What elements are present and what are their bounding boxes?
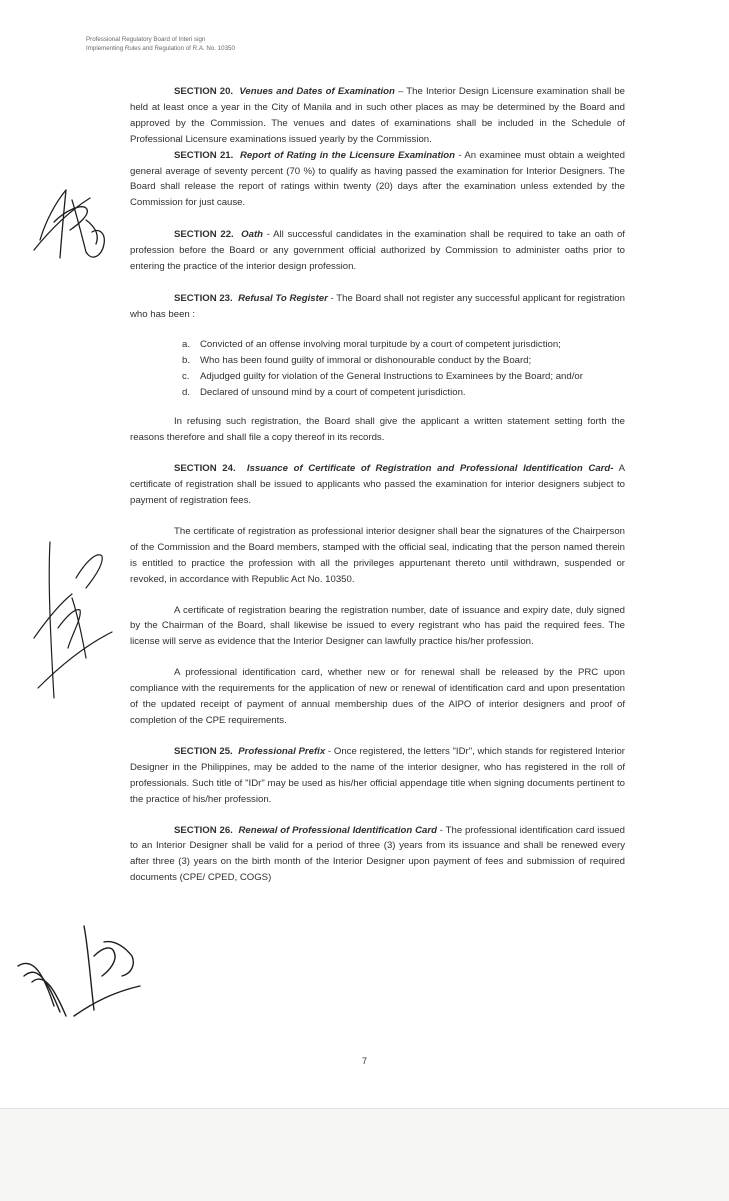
signature-initials-3	[14, 916, 144, 1026]
section-21-body: - An examinee must obtain a weighted general average of seventy percent (70 %) to qualify as having passed the examination for Interior Designers. The Board shall release the report of ratings within twenty (20) days after the examination unless extended by the Commission for just cause.	[130, 149, 625, 209]
section-26-heading: SECTION 26.	[174, 824, 233, 836]
section-21-heading: SECTION 21.	[174, 149, 234, 161]
section-24	[130, 461, 625, 509]
section-25-body: - Once registered, the letters "IDr", which stands for registered Interior Designer in the Philippines, may be added to the name of the interior designer, who has registered in the roll of professionals. Such title of "IDr" may be used as his/her official appendage title when signing documents pertinent to the practice of his/her profession.	[130, 745, 625, 805]
list-item-label: b.	[182, 354, 191, 366]
header-line-1: Professional Regulatory Board of Interi sign	[86, 36, 206, 43]
signature-initials-2	[28, 538, 118, 708]
section-26-title: Renewal of Professional Identification Card	[238, 824, 437, 836]
signature-initials-1	[26, 180, 116, 270]
section-20	[130, 84, 625, 148]
header-line-2: Implementing Rules and Regulation of R.A. No. 10350	[86, 44, 235, 52]
section-25-title: Professional Prefix	[238, 745, 326, 757]
section-24-paragraph-3: A certificate of registration bearing the registration number, date of issuance and expiry date, duly signed by the Chairman of the Board, shall likewise be issued to every registrant who has paid the required fees. The license will serve as evidence that the Interior Designer can lawfully practice his/her profession.	[130, 604, 625, 648]
section-23-title: Refusal To Register	[238, 292, 328, 304]
section-25	[130, 744, 625, 808]
running-header	[86, 36, 235, 53]
list-item-text: Who has been found guilty of immoral or dishonourable conduct by the Board;	[200, 354, 532, 366]
section-26-body: - The professional identification card issued to an Interior Designer shall be valid for a period of three (3) years from its issuance and shall be renewed every after three (3) years on the birth month of the Interior Designer upon payment of fees and submission of required documents (CPE/ CPED, COGS)	[130, 824, 625, 884]
list-item-label: a.	[182, 338, 191, 350]
section-22	[130, 227, 625, 275]
section-24-body: A certificate of registration shall be issued to applicants who passed the examination for interior designers subject to payment of registration fees.	[130, 463, 625, 507]
list-item-label: c.	[182, 370, 190, 382]
list-item	[130, 385, 625, 401]
document-body	[130, 84, 625, 886]
section-21-title: Report of Rating in the Licensure Examination	[239, 149, 456, 161]
section-24-paragraph-2: The certificate of registration as professional interior designer shall bear the signatures of the Chairperson of the Commission and the Board members, stamped with the official seal, indicating that the person named therein is entitled to practice the profession with all the privileges appurtenant thereto until withdrawn, suspended or revoked, in accordance with Republic Act No. 10350.	[130, 525, 625, 585]
list-item-text: Declared of unsound mind by a court of competent jurisdiction.	[200, 386, 466, 398]
list-item-text: Convicted of an offense involving moral turpitude by a court of competent jurisdiction;	[200, 338, 561, 350]
section-24-paragraph-4: A professional identification card, whether new or for renewal shall be released by the PRC upon compliance with the requirements for the application of new or renewal of identification card and upon presentation of the updated receipt of payment of annual membership dues of the AIPO of interior designers and proof of completion of the CPE requirements.	[130, 667, 625, 726]
list-item	[130, 337, 625, 353]
list-item	[130, 353, 625, 369]
refusal-list	[130, 337, 625, 401]
page-bottom-margin	[0, 1108, 729, 1201]
list-item-text: Adjudged guilty for violation of the General Instructions to Examinees by the Board; and/or	[200, 370, 583, 382]
list-item-label: d.	[182, 386, 191, 398]
section-23-closing: In refusing such registration, the Board shall give the applicant a written statement setting forth the reasons therefore and shall file a copy thereof in its records.	[130, 416, 625, 444]
section-23	[130, 291, 625, 323]
list-item	[130, 369, 625, 385]
section-23-body: - The Board shall not register any successful applicant for registration who has been :	[130, 292, 625, 320]
section-20-body: – The Interior Design Licensure examination shall be held at least once a year in the City of Manila and in such other places as may be determined by the Board and approved by the Commission. The venues and dates of examinations shall be included in the Schedule of Professional Licensure examinations issued yearly by the Commission.	[130, 86, 625, 145]
section-24-heading: SECTION 24.	[174, 463, 236, 475]
page-number: 7	[361, 1056, 367, 1066]
section-23-heading: SECTION 23.	[174, 292, 233, 304]
section-24-title: Issuance of Certificate of Registration and Professional Identification Card-	[246, 463, 614, 475]
section-20-title: Venues and Dates of Examination	[239, 86, 395, 97]
section-22-heading: SECTION 22.	[174, 229, 234, 241]
section-21	[130, 148, 625, 212]
section-22-title: Oath	[241, 229, 264, 241]
section-22-body: - All successful candidates in the examination shall be required to take an oath of profession before the Board or any government official authorized by Commission to administer oaths prior to entering the practice of the interior design profession.	[130, 229, 625, 273]
section-20-heading: SECTION 20.	[174, 86, 234, 97]
section-26	[130, 823, 625, 887]
section-25-heading: SECTION 25.	[174, 745, 233, 757]
